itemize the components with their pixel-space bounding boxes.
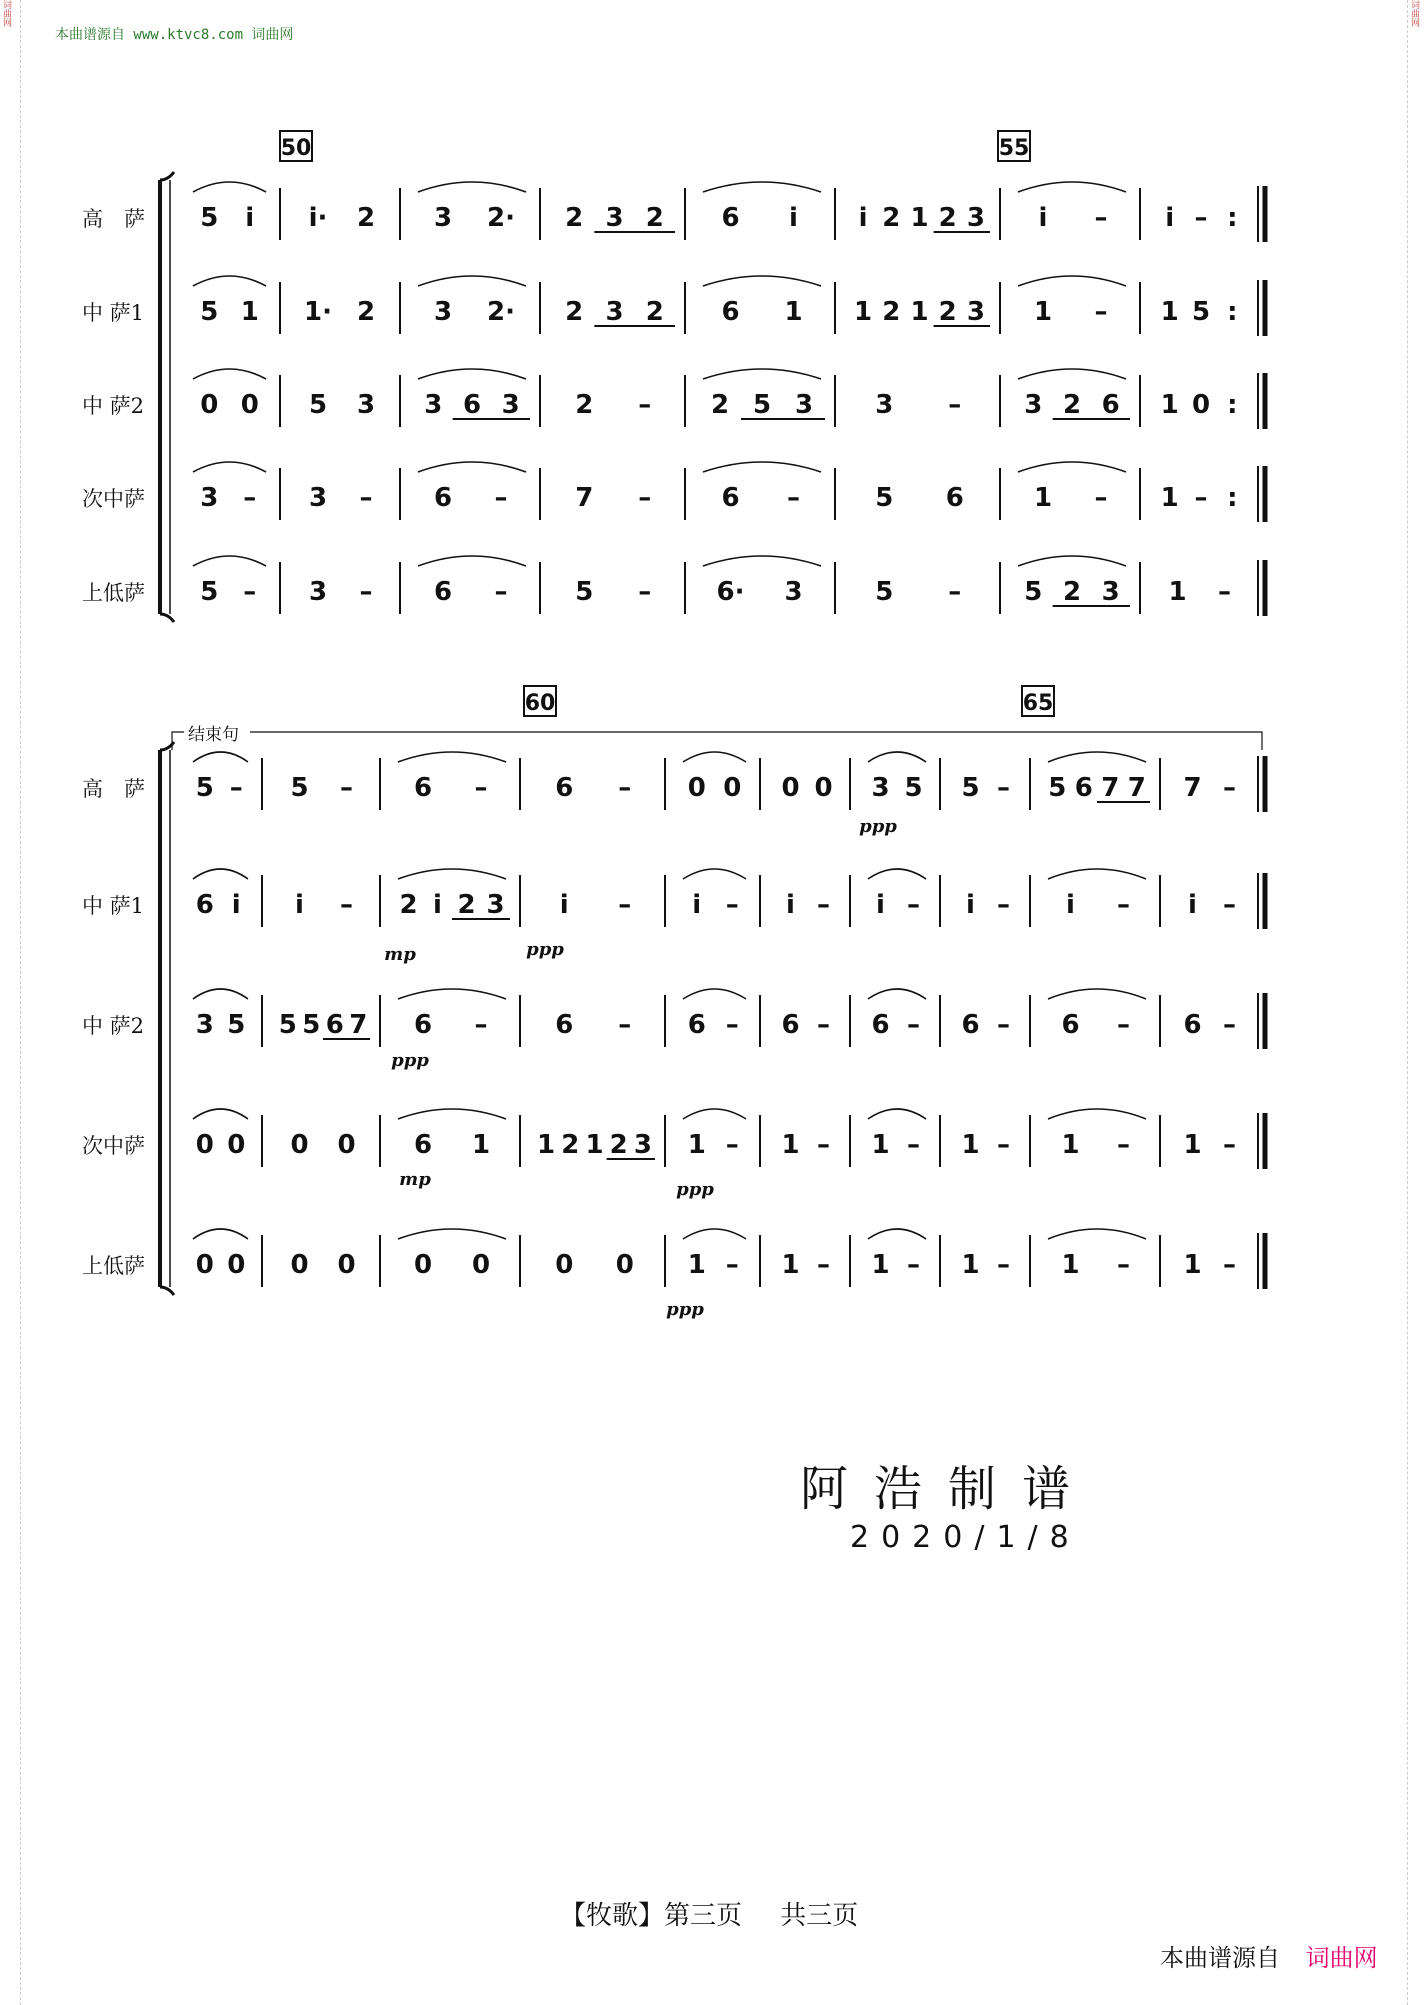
jianpu-note: 2 bbox=[882, 297, 901, 327]
jianpu-note: i bbox=[1165, 203, 1175, 233]
jianpu-note: 5 bbox=[200, 297, 219, 327]
jianpu-note: – bbox=[474, 773, 488, 803]
jianpu-note: i bbox=[876, 890, 885, 920]
jianpu-note: – bbox=[725, 1130, 739, 1160]
bottom-source-prefix: 本曲谱源自 bbox=[1160, 1944, 1280, 1972]
slur bbox=[418, 276, 526, 286]
jianpu-note: – bbox=[907, 1250, 920, 1280]
jianpu-note: i bbox=[559, 890, 569, 920]
instrument-label: 高 萨 bbox=[82, 777, 145, 801]
jianpu-note: 0 bbox=[227, 1130, 246, 1160]
jianpu-note: 5 bbox=[875, 577, 894, 607]
jianpu-note: 2 bbox=[356, 297, 376, 327]
jianpu-note: 6 bbox=[721, 203, 740, 233]
instrument-label: 次中萨 bbox=[82, 1134, 145, 1158]
footer-total: 共三页 bbox=[780, 1901, 859, 1931]
section-label: 结束句 bbox=[188, 725, 239, 745]
slur bbox=[703, 556, 821, 566]
jianpu-note: – bbox=[1094, 483, 1108, 513]
jianpu-note: i bbox=[295, 890, 304, 920]
jianpu-note: 1 bbox=[1033, 297, 1053, 327]
jianpu-note: 3 bbox=[433, 297, 453, 327]
jianpu-note: 5 bbox=[1191, 297, 1211, 327]
jianpu-note: 1 bbox=[1061, 1250, 1080, 1280]
dynamic-mark: mp bbox=[384, 944, 416, 965]
jianpu-note: 0 bbox=[814, 773, 833, 803]
jianpu-note: 3 bbox=[1024, 390, 1043, 420]
jianpu-note: 1 bbox=[1168, 577, 1187, 607]
jianpu-note: 6 bbox=[1074, 773, 1093, 803]
jianpu-note: – bbox=[997, 1250, 1010, 1280]
jianpu-note: 7 bbox=[575, 483, 594, 513]
jianpu-note: 5 bbox=[227, 1010, 246, 1040]
jianpu-note: 5 bbox=[308, 390, 328, 420]
jianpu-note: 1 bbox=[961, 1130, 980, 1160]
jianpu-note: i bbox=[966, 890, 975, 920]
slur bbox=[418, 369, 526, 379]
jianpu-note: 2 bbox=[609, 1130, 628, 1160]
slur bbox=[193, 869, 248, 879]
slur bbox=[868, 1229, 926, 1239]
jianpu-note: 2 bbox=[1062, 577, 1082, 607]
repeat-sign: : bbox=[1227, 297, 1238, 327]
slur bbox=[398, 989, 506, 999]
jianpu-note: 3 bbox=[784, 577, 803, 607]
slur bbox=[868, 1109, 926, 1119]
jianpu-note: 2 bbox=[645, 297, 664, 327]
jianpu-note: 0 bbox=[290, 1130, 309, 1160]
jianpu-note: 6 bbox=[555, 1010, 574, 1040]
jianpu-note: – bbox=[1218, 577, 1231, 607]
jianpu-note: 6 bbox=[1183, 1010, 1202, 1040]
measure-number: 60 bbox=[524, 691, 556, 716]
jianpu-note: – bbox=[907, 1130, 920, 1160]
slur bbox=[1018, 182, 1126, 192]
jianpu-note: – bbox=[618, 1010, 632, 1040]
jianpu-note: – bbox=[1117, 1130, 1130, 1160]
jianpu-note: 6 bbox=[945, 483, 964, 513]
slur bbox=[398, 752, 506, 762]
jianpu-note: – bbox=[725, 890, 739, 920]
jianpu-note: 1 bbox=[1160, 390, 1179, 420]
jianpu-note: 1 bbox=[781, 1250, 800, 1280]
jianpu-note: 0 bbox=[195, 1250, 214, 1280]
jianpu-note: – bbox=[618, 773, 632, 803]
jianpu-note: 3 bbox=[501, 390, 520, 420]
jianpu-note: – bbox=[725, 1250, 739, 1280]
slur bbox=[193, 369, 266, 379]
jianpu-note: 2 bbox=[565, 203, 584, 233]
jianpu-note: 0 bbox=[555, 1250, 574, 1280]
slur bbox=[703, 182, 821, 192]
jianpu-note: 0 bbox=[413, 1250, 433, 1280]
slur bbox=[1018, 556, 1126, 566]
jianpu-note: i bbox=[1066, 890, 1075, 920]
jianpu-note: 1 bbox=[781, 1130, 800, 1160]
slur bbox=[398, 869, 506, 879]
jianpu-note: – bbox=[638, 577, 652, 607]
jianpu-note: – bbox=[1194, 483, 1208, 513]
jianpu-note: 3 bbox=[875, 390, 894, 420]
jianpu-note: 0 bbox=[227, 1250, 246, 1280]
jianpu-note: 6 bbox=[413, 1130, 433, 1160]
slur bbox=[193, 556, 266, 566]
dynamic-mark: ppp bbox=[526, 939, 564, 960]
page-footer bbox=[560, 1895, 858, 1932]
system1-bracket-hook bbox=[160, 172, 174, 622]
jianpu-note: 3 bbox=[486, 890, 505, 920]
jianpu-note: 2 bbox=[1062, 390, 1082, 420]
repeat-sign: : bbox=[1227, 203, 1238, 233]
jianpu-note: 5 bbox=[200, 203, 219, 233]
jianpu-note: 5 bbox=[575, 577, 594, 607]
jianpu-note: 5 bbox=[278, 1010, 297, 1040]
jianpu-note: – bbox=[787, 483, 800, 513]
jianpu-note: 7 bbox=[1101, 773, 1120, 803]
jianpu-note: 1 bbox=[1183, 1250, 1202, 1280]
jianpu-note: 5 bbox=[1024, 577, 1043, 607]
jianpu-note: 0 bbox=[723, 773, 742, 803]
jianpu-note: 1· bbox=[304, 297, 332, 327]
instrument-label: 中 萨2 bbox=[82, 1014, 145, 1038]
jianpu-note: 0 bbox=[687, 773, 706, 803]
slur bbox=[868, 869, 926, 879]
slur bbox=[703, 276, 821, 286]
dynamic-mark: ppp bbox=[666, 1299, 704, 1320]
jianpu-note: 1 bbox=[537, 1130, 556, 1160]
system2-bracket-hook bbox=[160, 742, 174, 1295]
slur bbox=[1018, 369, 1126, 379]
jianpu-note: 1 bbox=[871, 1250, 890, 1280]
jianpu-note: 6 bbox=[721, 297, 740, 327]
slur bbox=[193, 989, 248, 999]
jianpu-note: 6 bbox=[961, 1010, 980, 1040]
jianpu-note: – bbox=[907, 890, 920, 920]
jianpu-note: 1 bbox=[1183, 1130, 1202, 1160]
jianpu-note: 2 bbox=[645, 203, 664, 233]
jianpu-note: 0 bbox=[337, 1250, 356, 1280]
instrument-label: 次中萨 bbox=[82, 487, 145, 511]
jianpu-note: 1 bbox=[471, 1130, 491, 1160]
jianpu-note: 7 bbox=[1183, 773, 1202, 803]
jianpu-note: 6 bbox=[433, 483, 453, 513]
jianpu-note: 1 bbox=[1061, 1130, 1080, 1160]
jianpu-note: 3 bbox=[308, 483, 328, 513]
jianpu-note: – bbox=[907, 1010, 920, 1040]
slur bbox=[193, 752, 248, 762]
jianpu-note: 5 bbox=[1048, 773, 1067, 803]
jianpu-note: – bbox=[243, 577, 257, 607]
jianpu-note: 5 bbox=[200, 577, 219, 607]
jianpu-note: 5 bbox=[875, 483, 894, 513]
jianpu-note: – bbox=[359, 577, 373, 607]
margin-watermark: 词曲网 bbox=[1409, 0, 1419, 27]
jianpu-note: 1 bbox=[910, 297, 929, 327]
slur bbox=[1048, 1109, 1146, 1119]
slur bbox=[868, 752, 926, 762]
instrument-label: 中 萨1 bbox=[82, 894, 145, 918]
jianpu-note: 3 bbox=[1101, 577, 1120, 607]
jianpu-note: – bbox=[817, 1130, 830, 1160]
jianpu-note: 3 bbox=[356, 390, 376, 420]
jianpu-note: 2 bbox=[565, 297, 584, 327]
jianpu-note: – bbox=[725, 1010, 739, 1040]
repeat-sign: : bbox=[1227, 483, 1238, 513]
slur bbox=[193, 1229, 248, 1239]
slur bbox=[1018, 462, 1126, 472]
jianpu-note: – bbox=[1223, 1010, 1236, 1040]
jianpu-note: 1 bbox=[687, 1130, 706, 1160]
jianpu-note: 0 bbox=[195, 1130, 214, 1160]
jianpu-note: – bbox=[817, 890, 830, 920]
jianpu-note: 3 bbox=[433, 203, 453, 233]
jianpu-note: 1 bbox=[240, 297, 259, 327]
footer-title: 【牧歌】第三页 bbox=[560, 1901, 743, 1931]
jianpu-note: i bbox=[692, 890, 702, 920]
jianpu-note: – bbox=[1094, 203, 1108, 233]
jianpu-note: 1 bbox=[961, 1250, 980, 1280]
jianpu-note: 2 bbox=[882, 203, 901, 233]
jianpu-note: 2 bbox=[457, 890, 476, 920]
slur bbox=[398, 1109, 506, 1119]
jianpu-note: – bbox=[340, 773, 353, 803]
jianpu-note: – bbox=[1117, 890, 1130, 920]
dynamic-mark: ppp bbox=[859, 816, 897, 837]
jianpu-note: 1 bbox=[585, 1130, 604, 1160]
jianpu-note: 3 bbox=[633, 1130, 652, 1160]
jianpu-note: 2 bbox=[575, 390, 594, 420]
slur bbox=[193, 182, 266, 192]
dynamic-mark: mp bbox=[399, 1169, 431, 1190]
jianpu-note: 3 bbox=[966, 297, 985, 327]
jianpu-note: – bbox=[1223, 890, 1236, 920]
slur bbox=[683, 1229, 746, 1239]
jianpu-note: i bbox=[231, 890, 241, 920]
jianpu-note: – bbox=[1223, 1130, 1236, 1160]
jianpu-note: 5 bbox=[290, 773, 309, 803]
jianpu-note: – bbox=[1094, 297, 1108, 327]
jianpu-note: 2 bbox=[938, 297, 957, 327]
jianpu-note: 3 bbox=[308, 577, 328, 607]
jianpu-note: i· bbox=[308, 203, 328, 233]
jianpu-note: i bbox=[789, 203, 798, 233]
bottom-source-site[interactable]: 词曲网 bbox=[1305, 1944, 1378, 1972]
jianpu-note: – bbox=[997, 1130, 1010, 1160]
jianpu-note: 3 bbox=[794, 390, 814, 420]
jianpu-note: 0 bbox=[1191, 390, 1211, 420]
jianpu-note: 6 bbox=[195, 890, 214, 920]
instrument-label: 上低萨 bbox=[82, 581, 145, 605]
jianpu-note: 6 bbox=[413, 1010, 433, 1040]
slur bbox=[193, 462, 266, 472]
jianpu-note: 2· bbox=[487, 203, 515, 233]
jianpu-note: – bbox=[638, 390, 652, 420]
jianpu-note: – bbox=[817, 1250, 830, 1280]
jianpu-note: i bbox=[786, 890, 795, 920]
jianpu-note: 0 bbox=[471, 1250, 491, 1280]
jianpu-note: – bbox=[474, 1010, 488, 1040]
header-source: 本曲谱源自 www.ktvc8.com 词曲网 bbox=[55, 27, 294, 43]
measure-number: 55 bbox=[998, 136, 1030, 161]
measure-number: 50 bbox=[280, 136, 312, 161]
jianpu-note: 3 bbox=[871, 773, 890, 803]
jianpu-note: – bbox=[1223, 1250, 1236, 1280]
jianpu-note: 1 bbox=[687, 1250, 706, 1280]
jianpu-note: 6 bbox=[871, 1010, 890, 1040]
slur bbox=[683, 869, 746, 879]
jianpu-note: – bbox=[340, 890, 353, 920]
jianpu-note: i bbox=[245, 203, 255, 233]
jianpu-note: 3 bbox=[966, 203, 985, 233]
jianpu-note: 6 bbox=[721, 483, 740, 513]
jianpu-note: – bbox=[1223, 773, 1236, 803]
measure-number: 65 bbox=[1022, 691, 1054, 716]
section-bracket bbox=[172, 732, 1262, 750]
instrument-label: 上低萨 bbox=[82, 1254, 145, 1278]
jianpu-note: 6 bbox=[325, 1010, 344, 1040]
slur bbox=[703, 462, 821, 472]
jianpu-note: – bbox=[618, 890, 632, 920]
jianpu-note: 1 bbox=[1160, 297, 1179, 327]
jianpu-note: 5 bbox=[752, 390, 772, 420]
slur bbox=[398, 1229, 506, 1239]
jianpu-note: 1 bbox=[784, 297, 803, 327]
slur bbox=[1048, 869, 1146, 879]
jianpu-note: – bbox=[243, 483, 257, 513]
bottom-source bbox=[1160, 1938, 1378, 1973]
slur bbox=[683, 752, 746, 762]
slur bbox=[703, 369, 821, 379]
margin-watermark: 词曲网 bbox=[1, 0, 11, 27]
slur bbox=[1018, 276, 1126, 286]
jianpu-note: – bbox=[494, 577, 508, 607]
jianpu-note: 0 bbox=[200, 390, 219, 420]
slur bbox=[193, 1109, 248, 1119]
jianpu-note: – bbox=[817, 1010, 830, 1040]
jianpu-note: – bbox=[1117, 1010, 1130, 1040]
jianpu-note: 5 bbox=[904, 773, 923, 803]
jianpu-note: 6 bbox=[462, 390, 482, 420]
jianpu-note: i bbox=[1038, 203, 1048, 233]
jianpu-note: – bbox=[997, 890, 1010, 920]
jianpu-note: 7 bbox=[1127, 773, 1146, 803]
dynamic-mark: ppp bbox=[391, 1050, 429, 1071]
slur bbox=[1048, 989, 1146, 999]
jianpu-note: 6· bbox=[716, 577, 745, 607]
jianpu-note: 3 bbox=[195, 1010, 214, 1040]
jianpu-note: 0 bbox=[290, 1250, 309, 1280]
jianpu-note: – bbox=[997, 773, 1010, 803]
jianpu-note: 2 bbox=[710, 390, 730, 420]
jianpu-note: 0 bbox=[781, 773, 800, 803]
jianpu-note: 0 bbox=[615, 1250, 634, 1280]
jianpu-note: 3 bbox=[605, 203, 624, 233]
jianpu-note: – bbox=[1117, 1250, 1130, 1280]
jianpu-note: 5 bbox=[195, 773, 214, 803]
jianpu-note: 5 bbox=[961, 773, 980, 803]
arrangement-date: 2020/1/8 bbox=[850, 1520, 1081, 1555]
jianpu-note: i bbox=[858, 203, 868, 233]
slur bbox=[193, 276, 266, 286]
jianpu-note: 1 bbox=[1160, 483, 1179, 513]
jianpu-note: 2 bbox=[399, 890, 418, 920]
jianpu-note: 6 bbox=[1061, 1010, 1080, 1040]
jianpu-note: – bbox=[359, 483, 373, 513]
jianpu-note: 6 bbox=[433, 577, 453, 607]
jianpu-note: 0 bbox=[337, 1130, 356, 1160]
instrument-label: 高 萨 bbox=[82, 207, 145, 231]
repeat-sign: : bbox=[1227, 390, 1238, 420]
jianpu-note: 3 bbox=[200, 483, 219, 513]
slur bbox=[418, 462, 526, 472]
jianpu-note: 3 bbox=[605, 297, 624, 327]
jianpu-note: 6 bbox=[413, 773, 433, 803]
jianpu-note: – bbox=[638, 483, 652, 513]
jianpu-note: 7 bbox=[349, 1010, 368, 1040]
jianpu-note: – bbox=[494, 483, 508, 513]
jianpu-note: 6 bbox=[781, 1010, 800, 1040]
slur bbox=[683, 1109, 746, 1119]
jianpu-note: i bbox=[433, 890, 442, 920]
jianpu-note: – bbox=[229, 773, 243, 803]
jianpu-note: 1 bbox=[854, 297, 873, 327]
jianpu-note: i bbox=[1188, 890, 1197, 920]
dynamic-mark: ppp bbox=[676, 1179, 714, 1200]
jianpu-note: 2· bbox=[487, 297, 515, 327]
jianpu-note: 2 bbox=[561, 1130, 580, 1160]
jianpu-note: – bbox=[948, 390, 962, 420]
slur bbox=[1048, 1229, 1146, 1239]
instrument-label: 中 萨1 bbox=[82, 301, 145, 325]
jianpu-note: 6 bbox=[555, 773, 574, 803]
slur bbox=[418, 556, 526, 566]
jianpu-note: 2 bbox=[356, 203, 376, 233]
jianpu-note: – bbox=[948, 577, 962, 607]
jianpu-note: 0 bbox=[240, 390, 259, 420]
instrument-label: 中 萨2 bbox=[82, 394, 145, 418]
slur bbox=[868, 989, 926, 999]
slur bbox=[1048, 752, 1146, 762]
jianpu-note: 1 bbox=[871, 1130, 890, 1160]
jianpu-note: 1 bbox=[1033, 483, 1053, 513]
jianpu-note: 5 bbox=[302, 1010, 321, 1040]
arranger-credit: 阿浩制谱 bbox=[800, 1461, 1097, 1517]
jianpu-note: 3 bbox=[424, 390, 443, 420]
slur bbox=[683, 989, 746, 999]
jianpu-note: – bbox=[997, 1010, 1010, 1040]
jianpu-note: 1 bbox=[910, 203, 929, 233]
jianpu-note: 6 bbox=[1101, 390, 1120, 420]
jianpu-note: 6 bbox=[687, 1010, 706, 1040]
jianpu-note: 2 bbox=[938, 203, 957, 233]
slur bbox=[418, 182, 526, 192]
jianpu-note: – bbox=[1194, 203, 1208, 233]
